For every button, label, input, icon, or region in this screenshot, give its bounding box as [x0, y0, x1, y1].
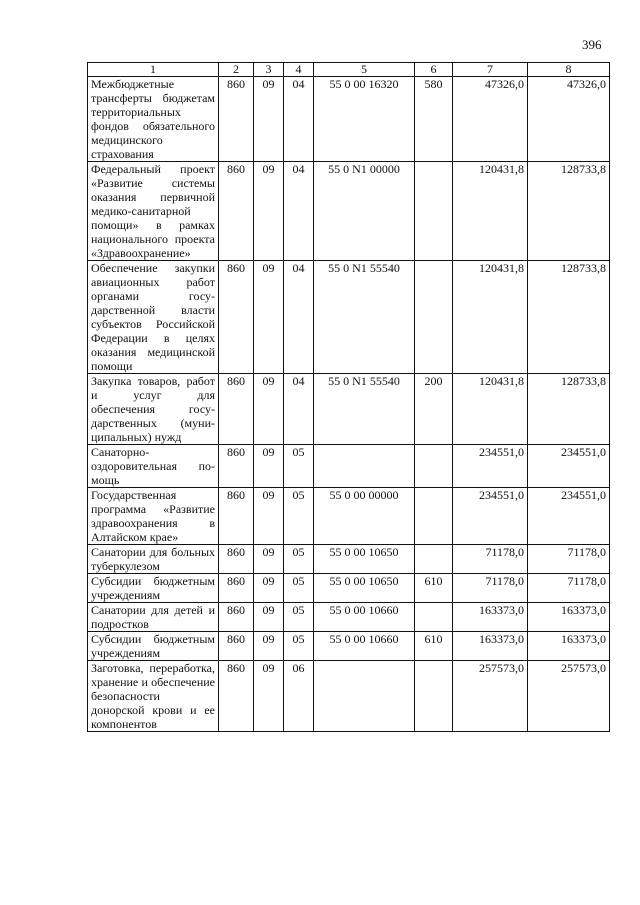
expense-type-code: 580: [415, 77, 453, 162]
amount-col7: 47326,0: [453, 77, 528, 162]
admin-code: 860: [219, 661, 254, 732]
expense-type-code: [415, 661, 453, 732]
amount-col8: 128733,8: [528, 261, 610, 374]
subsection-code: 05: [284, 603, 314, 632]
amount-col7: 163373,0: [453, 632, 528, 661]
subsection-code: 04: [284, 162, 314, 261]
admin-code: 860: [219, 488, 254, 545]
header-cell: 2: [219, 63, 254, 77]
admin-code: 860: [219, 632, 254, 661]
admin-code: 860: [219, 545, 254, 574]
amount-col7: 163373,0: [453, 603, 528, 632]
table-row: [88, 574, 610, 603]
target-article-code: 55 0 00 16320: [314, 77, 415, 162]
header-cell: 5: [314, 63, 415, 77]
header-cell: 7: [453, 63, 528, 77]
subsection-code: 04: [284, 77, 314, 162]
amount-col8: 71178,0: [528, 574, 610, 603]
admin-code: 860: [219, 374, 254, 445]
section-code: 09: [254, 632, 284, 661]
row-name: Межбюджетные трансферты бюджетам территориальных фондов обязательного медицинского страхования: [88, 77, 219, 162]
target-article-code: 55 0 00 10650: [314, 574, 415, 603]
amount-col7: 71178,0: [453, 574, 528, 603]
amount-col7: 120431,8: [453, 374, 528, 445]
header-row: [88, 63, 610, 77]
table-row: [88, 261, 610, 374]
table-row: [88, 77, 610, 162]
table-row: [88, 545, 610, 574]
target-article-code: 55 0 00 10660: [314, 603, 415, 632]
target-article-code: 55 0 N1 55540: [314, 374, 415, 445]
table-row: [88, 661, 610, 732]
amount-col7: 120431,8: [453, 162, 528, 261]
row-name: Заготовка, переработка, хранение и обеспечение безопасности донорской крови и ее компонентов: [88, 661, 219, 732]
amount-col8: 257573,0: [528, 661, 610, 732]
header-cell: 1: [88, 63, 219, 77]
amount-col7: 257573,0: [453, 661, 528, 732]
expense-type-code: [415, 488, 453, 545]
admin-code: 860: [219, 603, 254, 632]
table-row: [88, 632, 610, 661]
amount-col8: 234551,0: [528, 488, 610, 545]
section-code: 09: [254, 603, 284, 632]
amount-col8: 71178,0: [528, 545, 610, 574]
section-code: 09: [254, 545, 284, 574]
expense-type-code: 610: [415, 632, 453, 661]
amount-col7: 120431,8: [453, 261, 528, 374]
table-row: [88, 374, 610, 445]
target-article-code: [314, 661, 415, 732]
amount-col8: 163373,0: [528, 632, 610, 661]
target-article-code: 55 0 N1 00000: [314, 162, 415, 261]
section-code: 09: [254, 162, 284, 261]
target-article-code: 55 0 N1 55540: [314, 261, 415, 374]
row-name: Закупка товаров, работ и услуг для обеспечения государственных (муниципальных) нужд: [88, 374, 219, 445]
admin-code: 860: [219, 574, 254, 603]
row-name: Субсидии бюджетным учреждениям: [88, 574, 219, 603]
row-name: Федеральный проект «Развитие системы оказания первичной медико-санитарной помощи» в рамках национального проекта «Здравоохранение»: [88, 162, 219, 261]
header-cell: 8: [528, 63, 610, 77]
section-code: 09: [254, 661, 284, 732]
amount-col8: 163373,0: [528, 603, 610, 632]
budget-table: [87, 62, 610, 732]
subsection-code: 05: [284, 545, 314, 574]
header-cell: 3: [254, 63, 284, 77]
header-cell: 4: [284, 63, 314, 77]
amount-col7: 234551,0: [453, 488, 528, 545]
amount-col7: 234551,0: [453, 445, 528, 488]
target-article-code: 55 0 00 10660: [314, 632, 415, 661]
section-code: 09: [254, 488, 284, 545]
row-name: Санатории для больных туберкулезом: [88, 545, 219, 574]
row-name: Санатории для детей и подростков: [88, 603, 219, 632]
subsection-code: 06: [284, 661, 314, 732]
admin-code: 860: [219, 445, 254, 488]
amount-col8: 128733,8: [528, 374, 610, 445]
subsection-code: 05: [284, 574, 314, 603]
subsection-code: 05: [284, 632, 314, 661]
section-code: 09: [254, 574, 284, 603]
amount-col8: 234551,0: [528, 445, 610, 488]
table-row: [88, 445, 610, 488]
subsection-code: 05: [284, 445, 314, 488]
admin-code: 860: [219, 261, 254, 374]
target-article-code: 55 0 00 10650: [314, 545, 415, 574]
target-article-code: [314, 445, 415, 488]
row-name: Государственная программа «Развитие здравоохранения в Алтайском крае»: [88, 488, 219, 545]
subsection-code: 04: [284, 261, 314, 374]
expense-type-code: [415, 603, 453, 632]
expense-type-code: [415, 545, 453, 574]
section-code: 09: [254, 77, 284, 162]
section-code: 09: [254, 261, 284, 374]
expense-type-code: [415, 162, 453, 261]
subsection-code: 04: [284, 374, 314, 445]
subsection-code: 05: [284, 488, 314, 545]
expense-type-code: 200: [415, 374, 453, 445]
amount-col8: 47326,0: [528, 77, 610, 162]
row-name: Субсидии бюджетным учреждениям: [88, 632, 219, 661]
page-number: 396: [582, 37, 602, 52]
amount-col7: 71178,0: [453, 545, 528, 574]
table-row: [88, 488, 610, 545]
row-name: Санаторно-оздоровительная помощь: [88, 445, 219, 488]
amount-col8: 128733,8: [528, 162, 610, 261]
admin-code: 860: [219, 162, 254, 261]
table-row: [88, 162, 610, 261]
section-code: 09: [254, 445, 284, 488]
header-cell: 6: [415, 63, 453, 77]
expense-type-code: [415, 445, 453, 488]
row-name: Обеспечение закупки авиационных работ органами государственной власти субъектов Российской Федерации в целях оказания медицинской помощи: [88, 261, 219, 374]
expense-type-code: 610: [415, 574, 453, 603]
expense-type-code: [415, 261, 453, 374]
target-article-code: 55 0 00 00000: [314, 488, 415, 545]
admin-code: 860: [219, 77, 254, 162]
table-row: [88, 603, 610, 632]
section-code: 09: [254, 374, 284, 445]
